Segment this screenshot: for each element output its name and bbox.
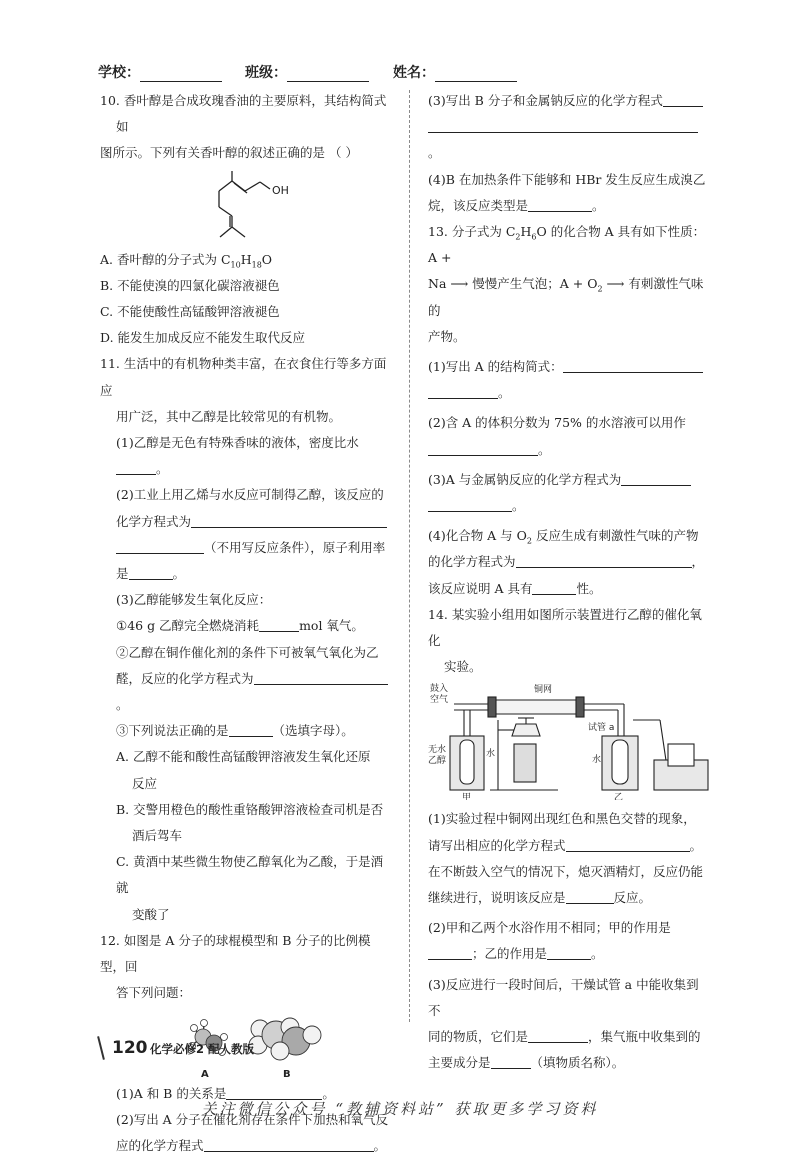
beaker-jia-label: 甲 bbox=[462, 793, 472, 801]
question-13 bbox=[428, 219, 710, 602]
q14-jia-role-blank[interactable] bbox=[428, 945, 472, 960]
ethanol-label: 无水 bbox=[428, 745, 447, 756]
air-inlet-label-2: 空气 bbox=[430, 695, 449, 706]
q14-part-1: (1)实验过程中铜网出现红色和黑色交替的现象， bbox=[428, 811, 696, 827]
school-field bbox=[98, 62, 222, 82]
q14-part-1c: 在不断鼓入空气的情况下，熄灭酒精灯，反应仍能 bbox=[428, 863, 704, 879]
q14-reaction-type-blank[interactable] bbox=[566, 889, 614, 904]
q12-sodium-blank-2[interactable] bbox=[428, 118, 698, 133]
question-10 bbox=[100, 88, 392, 351]
question-12-continued bbox=[428, 88, 710, 219]
q12-sodium-blank-1[interactable] bbox=[663, 92, 703, 107]
q14-gas-component-blank[interactable] bbox=[491, 1054, 531, 1069]
q11-part-3-2b: 醛，反应的化学方程式为。 bbox=[100, 666, 392, 718]
q11-part-2b: 化学方程式为 bbox=[100, 509, 392, 535]
copper-mesh-label: 铜网 bbox=[534, 685, 553, 696]
oh-group-label: OH bbox=[272, 183, 289, 197]
q14-part-2b: ；乙的作用是 。 bbox=[428, 941, 710, 967]
name-blank[interactable] bbox=[435, 65, 517, 82]
ethanol-label-2: 乙醇 bbox=[428, 756, 447, 767]
q11-choice-blank[interactable] bbox=[229, 722, 273, 737]
q10-option-d[interactable]: D. 能发生加成反应不能发生取代反应 bbox=[100, 330, 306, 346]
school-label: 学校： bbox=[98, 65, 140, 81]
left-column bbox=[100, 88, 392, 1159]
q13-part-2: (2)含 A 的体积分数为 75% 的水溶液可以用作 bbox=[428, 415, 686, 431]
q13-part-4c: 该反应说明 A 具有 性。 bbox=[428, 580, 602, 596]
q13-sodium-blank-2[interactable] bbox=[428, 497, 512, 512]
q11-stem: 11. 生活中的有机物种类丰富，在衣食住行等多方面应 bbox=[100, 356, 387, 398]
q11-part-1: (1)乙醇是无色有特殊香味的液体，密度比水。 bbox=[116, 435, 359, 477]
q14-part-3: (3)反应进行一段时间后，干燥试管 a 中能收集到不 bbox=[428, 976, 699, 1018]
model-label-a: A bbox=[201, 1068, 209, 1080]
q12-part-3b: 。 bbox=[428, 114, 710, 166]
q13-property-blank[interactable] bbox=[532, 580, 576, 595]
q11-part-2d: 是 。 bbox=[116, 566, 186, 582]
q11-equation-blank-1[interactable] bbox=[191, 513, 387, 528]
q11-option-c[interactable]: C. 黄酒中某些微生物使乙醇氧化为乙酸，于是酒就 bbox=[116, 854, 384, 896]
q11-option-a-2: 反应 bbox=[132, 775, 158, 791]
q13-structure-blank-2[interactable] bbox=[428, 384, 498, 399]
question-11 bbox=[100, 351, 392, 927]
q11-part-3-1: ①46 g 乙醇完全燃烧消耗 mol 氧气。 bbox=[116, 618, 364, 634]
q11-equation-blank-2[interactable] bbox=[116, 539, 204, 554]
water-bath-yi-label: 水 bbox=[592, 755, 602, 766]
q11-oxidation-equation-blank[interactable] bbox=[254, 670, 388, 685]
q11-part-3-2: ②乙醇在铜作催化剂的条件下可被氧气氧化为乙 bbox=[116, 644, 379, 660]
q14-part-1d: 继续进行，说明该反应是 反应。 bbox=[428, 890, 652, 906]
q14-stem-2: 实验。 bbox=[444, 659, 482, 675]
q10-stem-2: 图所示。下列有关香叶醇的叙述正确的是 （ ） bbox=[100, 145, 358, 161]
q12-part-3: (3)写出 B 分子和金属钠反应的化学方程式 bbox=[428, 88, 710, 114]
air-inlet-label: 鼓入 bbox=[430, 684, 449, 695]
promo-text: 关注微信公众号 “教辅资料站” 获取更多学习资料 bbox=[201, 1100, 599, 1118]
question-14 bbox=[428, 602, 710, 1077]
q14-part-2: (2)甲和乙两个水浴作用不相同；甲的作用是 bbox=[428, 920, 671, 936]
water-bath-jia-label: 水 bbox=[486, 749, 496, 760]
q11-oxygen-blank[interactable] bbox=[259, 617, 299, 632]
q11-option-b-2: 酒后驾车 bbox=[132, 828, 183, 844]
geraniol-skeletal-formula bbox=[100, 167, 392, 247]
apparatus-svg bbox=[428, 680, 710, 800]
q13-oxidation-equation-blank[interactable] bbox=[516, 553, 692, 568]
q13-stem-3: 产物。 bbox=[428, 328, 466, 344]
q13-part-4: (4)化合物 A 与 $O_2$ 反应生成有刺激性气味的产物 bbox=[428, 528, 699, 546]
q14-yi-role-blank[interactable] bbox=[547, 945, 591, 960]
class-label: 班级： bbox=[245, 65, 287, 81]
q10-option-b[interactable]: B. 不能使溴的四氯化碳溶液褪色 bbox=[100, 277, 280, 293]
q12-part-4: (4)B 在加热条件下能够和 HBr 发生反应生成溴乙 bbox=[428, 171, 706, 187]
column-divider bbox=[409, 90, 410, 1022]
q13-use-blank[interactable] bbox=[428, 441, 538, 456]
q14-stem: 14. 某实验小组用如图所示装置进行乙醇的催化氧化 bbox=[428, 606, 702, 649]
q13-part-1b: 。 bbox=[428, 380, 710, 406]
class-field bbox=[245, 62, 369, 82]
beaker-yi-label: 乙 bbox=[614, 793, 624, 801]
q11-part-2: (2)工业上用乙烯与水反应可制得乙醇，该反应的 bbox=[116, 487, 384, 503]
q13-part-3: (3)A 与金属钠反应的化学方程式为 bbox=[428, 467, 710, 493]
q11-part-3: (3)乙醇能够发生氧化反应： bbox=[116, 592, 272, 608]
q11-part-2c: （不用写反应条件），原子利用率 bbox=[100, 535, 392, 561]
school-blank[interactable] bbox=[140, 65, 222, 82]
q14-copper-equation-blank[interactable] bbox=[566, 837, 690, 852]
q11-option-b[interactable]: B. 交警用橙色的酸性重铬酸钾溶液检查司机是否 bbox=[116, 801, 384, 817]
q11-atom-economy-blank[interactable] bbox=[129, 565, 173, 580]
q13-stem-2: Na ⟶ 慢慢产生气泡；$A + O_2$ ⟶ 有刺激性气味的 bbox=[428, 276, 704, 318]
apparatus-diagram bbox=[428, 680, 710, 800]
q12-part-1: (1)A 和 B 的关系是 。 bbox=[116, 1085, 335, 1101]
q14-substances-blank[interactable] bbox=[528, 1028, 588, 1043]
q10-option-c[interactable]: C. 不能使酸性高锰酸钾溶液褪色 bbox=[100, 304, 280, 320]
q12-part-2: (2)写出 A 分子在催化剂存在条件下加热和氧气反 bbox=[116, 1111, 389, 1127]
q10-stem: 10. 香叶醇是合成玫瑰香油的主要原料，其结构简式如 bbox=[100, 93, 387, 135]
q11-option-c-2: 变酸了 bbox=[132, 906, 170, 922]
q12-equation-blank[interactable] bbox=[204, 1137, 374, 1152]
q10-option-a[interactable]: A. 香叶醇的分子式为 $C_{10}H_{18}O$ bbox=[100, 251, 273, 270]
q12-reaction-type-blank[interactable] bbox=[528, 197, 592, 212]
q12-part-2b: 应的化学方程式 。 bbox=[116, 1137, 387, 1153]
q13-structure-blank-1[interactable] bbox=[563, 358, 703, 373]
class-blank[interactable] bbox=[287, 65, 369, 82]
q11-option-a[interactable]: A. 乙醇不能和酸性高锰酸钾溶液发生氧化还原 bbox=[116, 749, 371, 765]
q12-part-4b: 烷，该反应类型是 。 bbox=[428, 197, 605, 213]
page-number: 120 bbox=[112, 1038, 148, 1058]
q13-part-4b: 的化学方程式为 ， bbox=[428, 554, 705, 570]
q11-stem-2: 用广泛，其中乙醇是比较常见的有机物。 bbox=[116, 408, 342, 424]
q11-p1-blank[interactable] bbox=[116, 460, 156, 475]
name-label: 姓名： bbox=[393, 65, 435, 81]
model-label-b: B bbox=[283, 1068, 291, 1080]
book-title: 化学必修2 配人教版 bbox=[150, 1042, 255, 1056]
q13-part-2b: 。 bbox=[428, 437, 710, 463]
q13-stem: 13. 分子式为 $C_2H_6O$ 的化合物 A 具有如下性质：A + bbox=[428, 224, 706, 266]
geraniol-structure bbox=[100, 167, 392, 247]
q14-part-1b: 请写出相应的化学方程式 。 bbox=[428, 837, 703, 853]
name-field bbox=[393, 62, 517, 82]
q12-stem-2: 答下列问题： bbox=[116, 985, 192, 1001]
q13-sodium-blank-1[interactable] bbox=[621, 471, 691, 486]
right-column bbox=[428, 88, 710, 1077]
student-info-header bbox=[0, 62, 800, 86]
q13-part-3b: 。 bbox=[428, 493, 710, 519]
q13-part-1: (1)写出 A 的结构简式： bbox=[428, 354, 710, 380]
test-tube-a-label: 试管 a bbox=[588, 723, 615, 734]
q11-part-3-3: ③下列说法正确的是 （选填字母）。 bbox=[116, 723, 354, 739]
q12-stem: 12. 如图是 A 分子的球棍模型和 B 分子的比例模型，回 bbox=[100, 932, 371, 975]
q14-part-3c: 主要成分是 （填物质名称）。 bbox=[428, 1055, 625, 1071]
q14-part-3b: 同的物质，它们是 ，集气瓶中收集到的 bbox=[428, 1029, 701, 1045]
